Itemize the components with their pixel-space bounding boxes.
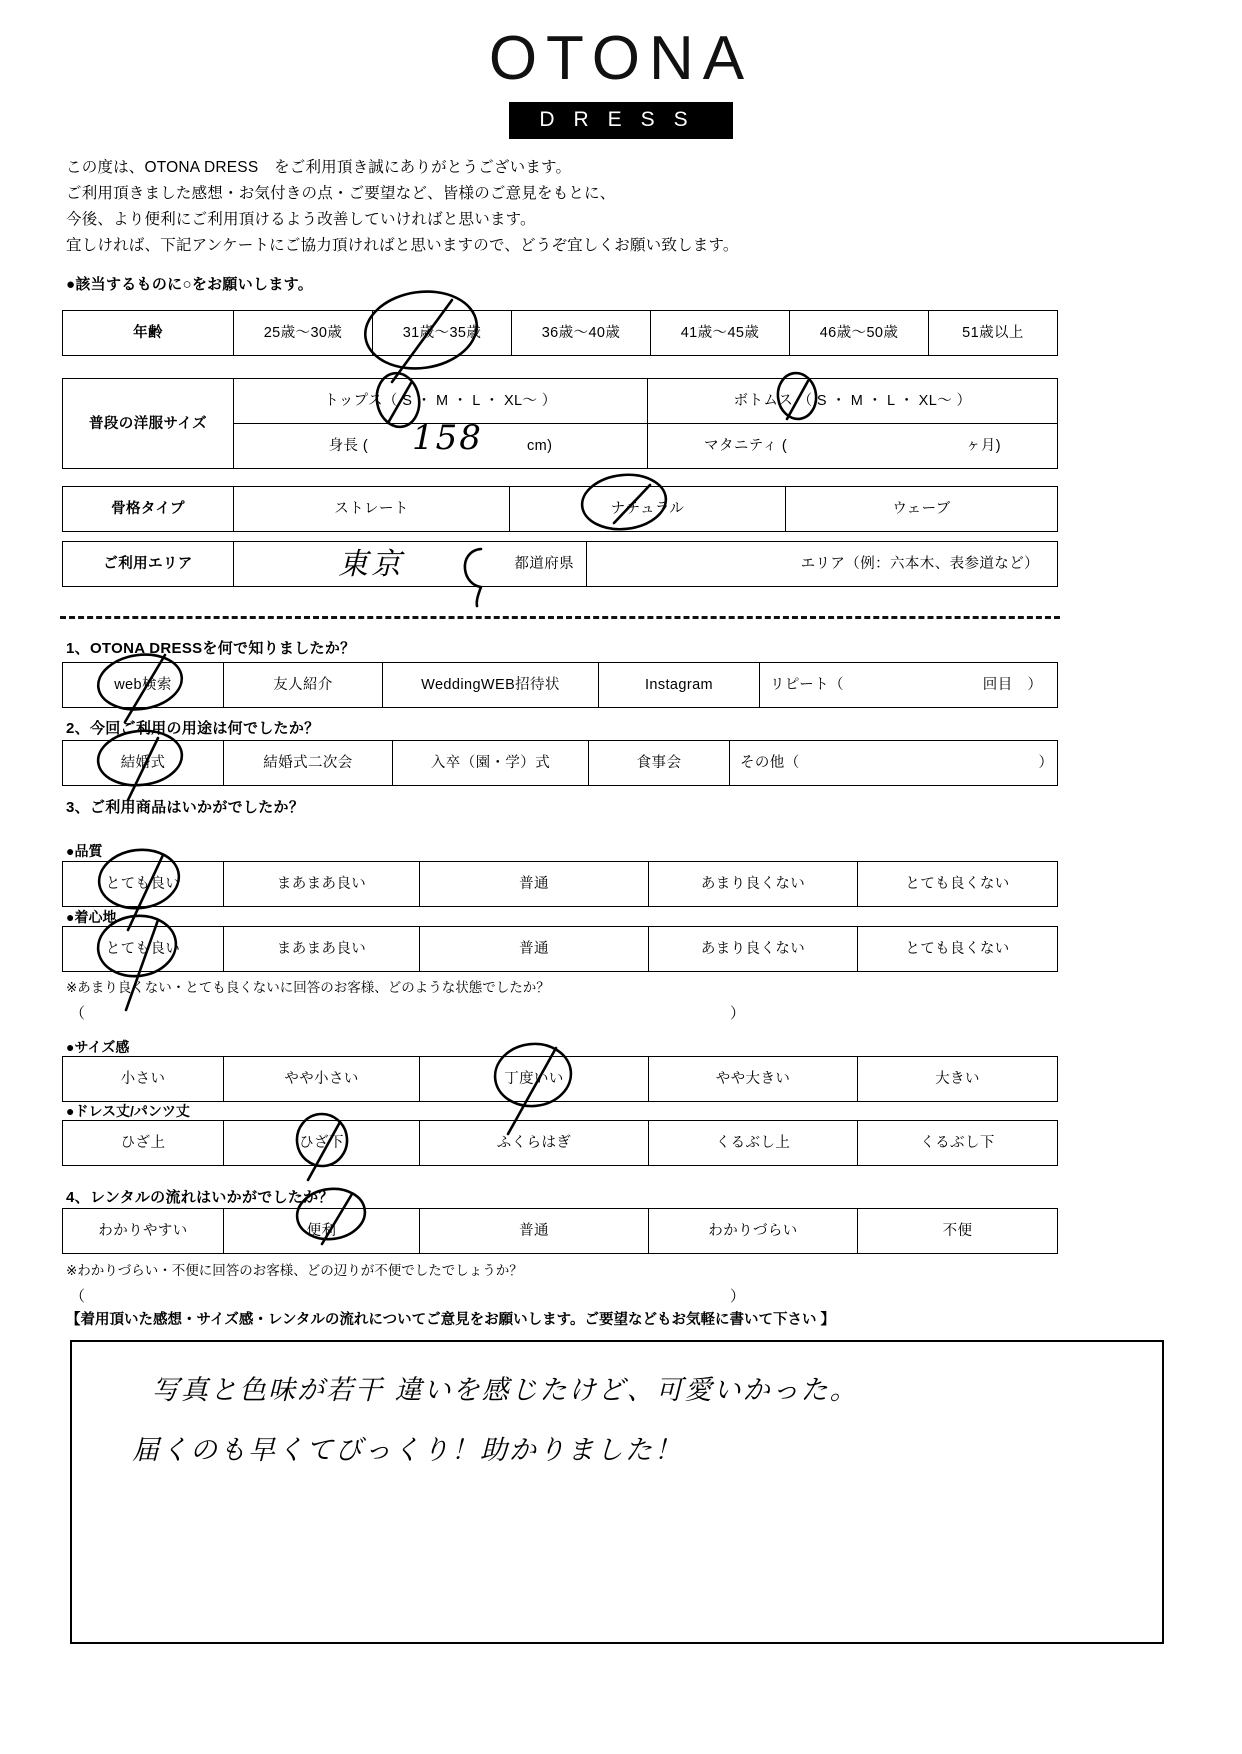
q1-option-1[interactable]: 友人紹介 — [224, 663, 383, 708]
q2-other-close: ） — [1038, 755, 1054, 771]
quality-option-2[interactable]: 普通 — [420, 862, 649, 907]
q3-title: 3、ご利用商品はいかがでしたか？ — [66, 799, 305, 816]
q1-repeat-label: リピート（ — [770, 677, 844, 693]
q2-table — [62, 740, 1058, 786]
quality-option-0[interactable]: とても良い — [63, 862, 224, 907]
table-row — [63, 487, 1058, 532]
q4-option-3[interactable]: わかりづらい — [649, 1209, 858, 1254]
q3-comfort-note: ※あまり良くない・とても良くないに回答のお客様、どのような状態でしたか？ — [66, 980, 550, 995]
q1-title: 1、OTONA DRESSを何で知りましたか？ — [66, 640, 356, 657]
q2-title: 2、今回ご利用の用途は何でしたか？ — [66, 720, 320, 737]
q1-option-2[interactable]: WeddingWEB招待状 — [383, 663, 599, 708]
intro-line-2: ご利用頂きました感想・お気付きの点・ご要望など、皆様のご意見をもとに、 — [66, 185, 616, 202]
q3-comfort-label: ●着心地 — [66, 909, 117, 925]
comment-handwritten-line-1: 写真と色味が若干 違いを感じたけど、可愛いかった。 — [152, 1375, 859, 1406]
q3-size-feel-label: ●サイズ感 — [66, 1039, 130, 1055]
q1-option-0[interactable]: web検索 — [63, 663, 224, 708]
q2-option-4[interactable] — [730, 741, 1058, 786]
table-row — [63, 542, 1058, 587]
q4-option-1[interactable]: 便利 — [224, 1209, 420, 1254]
q4-note: ※わかりづらい・不便に回答のお客様、どの辺りが不便でしたでしょうか？ — [66, 1263, 523, 1278]
comment-handwritten-line-2: 届くのも早くてびっくり！助かりました！ — [132, 1435, 683, 1466]
q4-option-4[interactable]: 不便 — [858, 1209, 1058, 1254]
q2-option-1[interactable]: 結婚式二次会 — [224, 741, 393, 786]
age-table — [62, 310, 1058, 356]
brand-subname: DRESS — [509, 102, 732, 139]
table-row — [63, 311, 1058, 356]
intro-line-3: 今後、より便利にご利用頂けるよう改善していければと思います。 — [66, 211, 536, 228]
tops-size-cell[interactable]: トップス（ S ・ M ・ L ・ XL〜 ） — [234, 379, 648, 424]
bottoms-size-cell[interactable]: ボトムス （ S ・ M ・ L ・ XL〜 ） — [648, 379, 1058, 424]
q3-comfort-table — [62, 926, 1058, 972]
q4-table — [62, 1208, 1058, 1254]
intro-paragraph — [66, 155, 1096, 259]
q2-option-3[interactable]: 食事会 — [589, 741, 730, 786]
brand-logo — [0, 24, 1242, 139]
height-unit: cm) — [526, 438, 553, 454]
table-row — [63, 741, 1058, 786]
area-hint-cell[interactable]: エリア（例：六本木、表参道など） — [587, 542, 1058, 587]
intro-line-1: この度は、OTONA DRESS をご利用頂き誠にありがとうございます。 — [66, 159, 572, 176]
comfort-option-0[interactable]: とても良い — [63, 927, 224, 972]
q4-option-0[interactable]: わかりやすい — [63, 1209, 224, 1254]
q3-comfort-free-close[interactable]: ） — [730, 1005, 746, 1022]
table-row — [63, 1209, 1058, 1254]
quality-option-4[interactable]: とても良くない — [858, 862, 1058, 907]
q4-title: 4、レンタルの流れはいかがでしたか？ — [66, 1189, 334, 1206]
q4-option-2[interactable]: 普通 — [420, 1209, 649, 1254]
length-option-3[interactable]: くるぶし上 — [649, 1121, 858, 1166]
size-feel-option-1[interactable]: やや小さい — [224, 1057, 420, 1102]
height-label: 身長 ( — [328, 438, 369, 454]
age-option-4[interactable]: 46歳〜50歳 — [790, 311, 929, 356]
length-option-1[interactable]: ひざ下 — [224, 1121, 420, 1166]
q1-table — [62, 662, 1058, 708]
skeleton-option-1[interactable]: ナチュラル — [510, 487, 786, 532]
skeleton-label: 骨格タイプ — [63, 487, 234, 532]
section-divider — [60, 616, 1060, 619]
comment-box-title: 【着用頂いた感想・サイズ感・レンタルの流れについてご意見をお願いします。ご要望などもお気軽に書いて下さい 】 — [66, 1312, 835, 1328]
prefecture-cell[interactable]: 都道府県 — [234, 542, 587, 587]
table-row — [63, 1057, 1058, 1102]
q1-option-4[interactable] — [760, 663, 1058, 708]
height-handwritten-value: 158 — [412, 418, 483, 458]
q2-other-label: その他（ — [740, 755, 800, 771]
age-option-1[interactable]: 31歳〜35歳 — [373, 311, 512, 356]
skeleton-option-2[interactable]: ウェーブ — [786, 487, 1058, 532]
length-option-4[interactable]: くるぶし下 — [858, 1121, 1058, 1166]
clothing-size-table — [62, 378, 1058, 469]
age-option-2[interactable]: 36歳〜40歳 — [512, 311, 651, 356]
skeleton-option-0[interactable]: ストレート — [234, 487, 510, 532]
q3-length-label: ●ドレス丈/パンツ丈 — [66, 1103, 190, 1119]
quality-option-1[interactable]: まあまあ良い — [224, 862, 420, 907]
table-row — [63, 663, 1058, 708]
q3-comfort-free-open: （ — [70, 1005, 86, 1022]
brand-name: OTONA — [488, 24, 754, 93]
quality-option-3[interactable]: あまり良くない — [649, 862, 858, 907]
size-feel-option-0[interactable]: 小さい — [63, 1057, 224, 1102]
length-option-0[interactable]: ひざ上 — [63, 1121, 224, 1166]
length-option-2[interactable]: ふくらはぎ — [420, 1121, 649, 1166]
prefecture-handwritten-value: 東京 — [338, 547, 404, 582]
table-row — [63, 862, 1058, 907]
table-row — [63, 1121, 1058, 1166]
q3-quality-label: ●品質 — [66, 843, 103, 859]
age-label: 年齢 — [63, 311, 234, 356]
q3-quality-table — [62, 861, 1058, 907]
comfort-option-2[interactable]: 普通 — [420, 927, 649, 972]
q4-free-open: （ — [70, 1288, 86, 1305]
q3-size-feel-table — [62, 1056, 1058, 1102]
maternity-cell[interactable] — [648, 424, 1058, 469]
q2-option-0[interactable]: 結婚式 — [63, 741, 224, 786]
q1-repeat-count-label: 回目 ） — [982, 677, 1043, 693]
comfort-option-3[interactable]: あまり良くない — [649, 927, 858, 972]
skeleton-type-table — [62, 486, 1058, 532]
comfort-option-1[interactable]: まあまあ良い — [224, 927, 420, 972]
q2-option-2[interactable]: 入卒（園・学）式 — [393, 741, 589, 786]
area-table — [62, 541, 1058, 587]
size-feel-option-4[interactable]: 大きい — [858, 1057, 1058, 1102]
clothing-size-label: 普段の洋服サイズ — [63, 379, 234, 469]
table-row — [63, 927, 1058, 972]
intro-line-4: 宜しければ、下記アンケートにご協力頂ければと思いますので、どうぞ宜しくお願い致します。 — [66, 237, 739, 254]
comfort-option-4[interactable]: とても良くない — [858, 927, 1058, 972]
table-row — [63, 379, 1058, 424]
q4-free-close[interactable]: ） — [730, 1288, 746, 1305]
maternity-unit: ヶ月) — [965, 438, 1001, 454]
q1-option-3[interactable]: Instagram — [599, 663, 760, 708]
age-option-0[interactable]: 25歳〜30歳 — [234, 311, 373, 356]
age-option-3[interactable]: 41歳〜45歳 — [651, 311, 790, 356]
size-feel-option-2[interactable]: 丁度いい — [420, 1057, 649, 1102]
age-option-5[interactable]: 51歳以上 — [929, 311, 1058, 356]
circle-instruction: ●該当するものに○をお願いします。 — [66, 276, 314, 293]
q3-length-table — [62, 1120, 1058, 1166]
area-label: ご利用エリア — [63, 542, 234, 587]
size-feel-option-3[interactable]: やや大きい — [649, 1057, 858, 1102]
maternity-label: マタニティ ( — [704, 438, 788, 454]
